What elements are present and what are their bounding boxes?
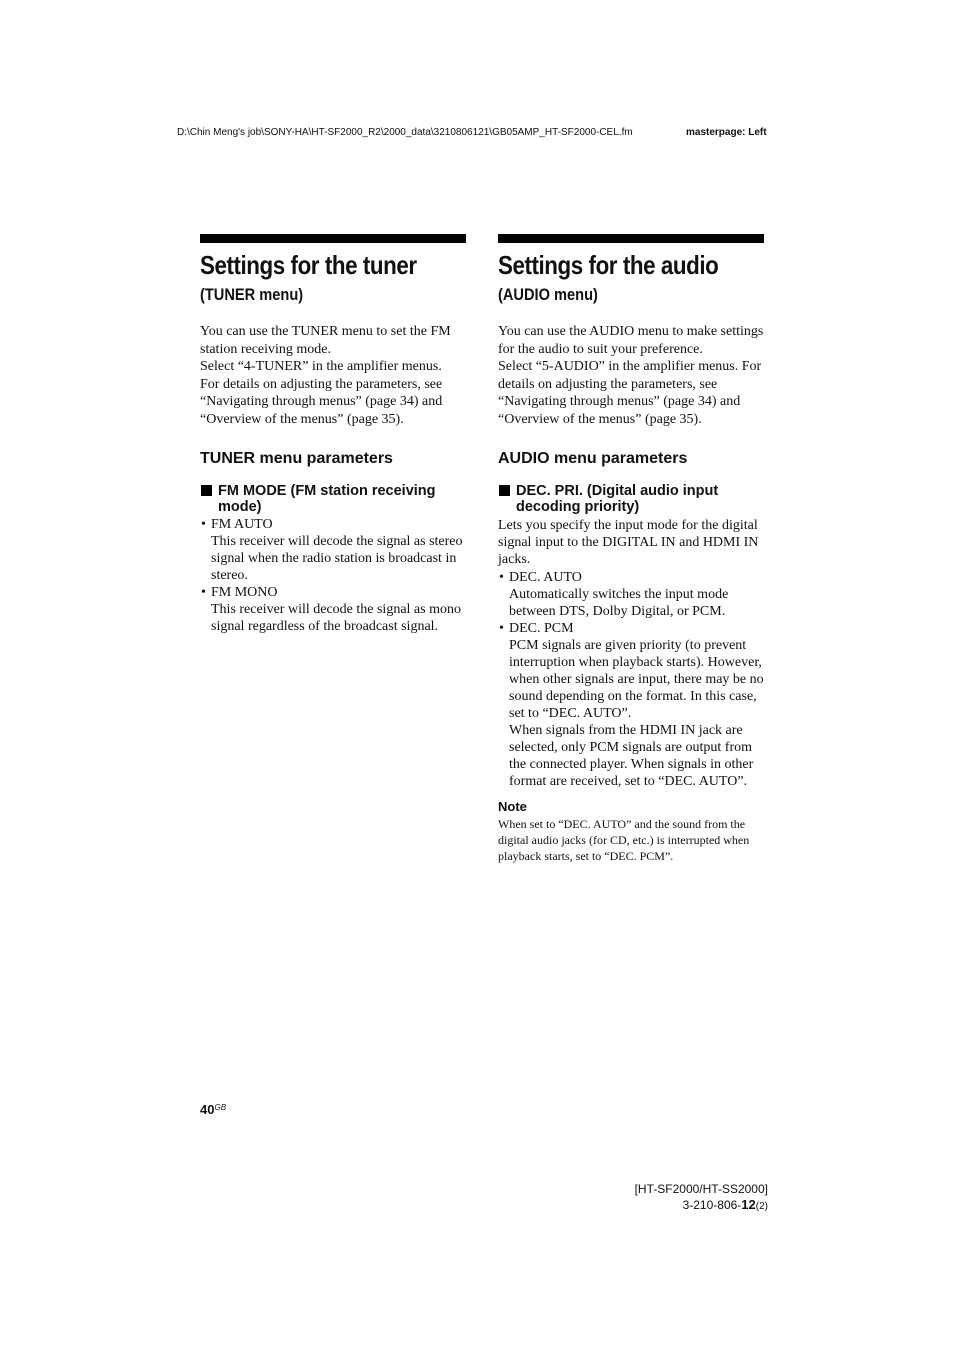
audio-subtitle: (AUDIO menu) bbox=[498, 285, 598, 304]
square-bullet-icon bbox=[499, 485, 510, 496]
option-name: DEC. PCM bbox=[509, 620, 574, 636]
option-name: DEC. AUTO bbox=[509, 569, 582, 585]
list-item bbox=[498, 620, 764, 790]
page-number-value: 40 bbox=[200, 1102, 215, 1117]
intro-paragraph: You can use the AUDIO menu to make settings for the audio to suit your preference. bbox=[498, 324, 764, 357]
audio-title: Settings for the audio bbox=[498, 250, 719, 280]
code-suffix: (2) bbox=[755, 1201, 768, 1212]
list-item bbox=[498, 569, 764, 620]
audio-intro bbox=[498, 323, 764, 429]
option-desc: When signals from the HDMI IN jack are selected, only PCM signals are output from the connected player. When signals in other format are received, set to “DEC. AUTO”. bbox=[509, 722, 754, 789]
fm-mode-options bbox=[200, 516, 466, 635]
option-desc: This receiver will decode the signal as stereo signal when the radio station is broadcast in stereo. bbox=[211, 533, 463, 583]
option-desc: Automatically switches the input mode between DTS, Dolby Digital, or PCM. bbox=[509, 586, 729, 619]
fm-mode-heading bbox=[200, 483, 466, 515]
option-name: FM MONO bbox=[211, 584, 278, 600]
section-rule bbox=[200, 234, 466, 243]
code-prefix: 3-210-806- bbox=[682, 1198, 742, 1212]
bullet-icon: • bbox=[499, 569, 504, 585]
intro-paragraph: For details on adjusting the parameters, see “Navigating through menus” (page 34) and “Overview of the menus” (page 35). bbox=[200, 376, 443, 427]
code-bold: 12 bbox=[741, 1197, 756, 1212]
page-number bbox=[200, 1102, 226, 1117]
dec-pri-desc: Lets you specify the input mode for the digital signal input to the DIGITAL IN and HDMI IN jacks. bbox=[498, 517, 759, 567]
dec-pri-options bbox=[498, 569, 764, 790]
intro-paragraph: Select “5-AUDIO” in the amplifier menus. For details on adjusting the parameters, see “Navigating through menus” (page 34) and “Overview of the menus” (page 35). bbox=[498, 359, 762, 427]
option-desc: PCM signals are given priority (to prevent interruption when playback starts). However, when other signals are input, there may be no sound depending on the format. In this case, set to “DEC. AUTO”. bbox=[509, 637, 764, 721]
bullet-icon: • bbox=[499, 620, 504, 636]
tuner-params-heading: TUNER menu parameters bbox=[200, 449, 393, 467]
tuner-intro bbox=[200, 323, 466, 429]
fm-mode-title: FM MODE (FM station receiving mode) bbox=[218, 482, 436, 515]
tuner-title: Settings for the tuner bbox=[200, 250, 417, 280]
tuner-subtitle: (TUNER menu) bbox=[200, 285, 304, 304]
audio-params-heading: AUDIO menu parameters bbox=[498, 449, 688, 467]
page-suffix: GB bbox=[214, 1103, 227, 1112]
footer-model-code bbox=[635, 1182, 768, 1214]
bullet-icon: • bbox=[201, 516, 206, 532]
bullet-icon: • bbox=[201, 584, 206, 600]
file-path-header: D:\Chin Meng's job\SONY-HA\HT-SF2000_R2\2000_data\3210806121\GB05AMP_HT-SF2000-CEL.fm bbox=[177, 127, 633, 138]
tuner-section bbox=[200, 234, 466, 635]
model-number: [HT-SF2000/HT-SS2000] bbox=[634, 1182, 768, 1196]
audio-section bbox=[498, 234, 764, 864]
option-desc: This receiver will decode the signal as mono signal regardless of the broadcast signal. bbox=[211, 601, 461, 634]
document-code bbox=[635, 1197, 768, 1214]
dec-pri-heading bbox=[498, 483, 764, 515]
intro-paragraph: You can use the TUNER menu to set the FM station receiving mode. bbox=[200, 324, 451, 357]
intro-paragraph: Select “4-TUNER” in the amplifier menus. bbox=[200, 359, 442, 375]
list-item bbox=[200, 516, 466, 584]
square-bullet-icon bbox=[201, 485, 212, 496]
option-name: FM AUTO bbox=[211, 516, 273, 532]
masterpage-label: masterpage: Left bbox=[686, 127, 767, 138]
dec-pri-title: DEC. PRI. (Digital audio input decoding priority) bbox=[516, 482, 719, 515]
section-rule bbox=[498, 234, 764, 243]
note-text: When set to “DEC. AUTO” and the sound from the digital audio jacks (for CD, etc.) is interrupted when playback starts, set to “DEC. PCM”. bbox=[498, 816, 750, 863]
list-item bbox=[200, 584, 466, 635]
note-title: Note bbox=[498, 798, 527, 814]
